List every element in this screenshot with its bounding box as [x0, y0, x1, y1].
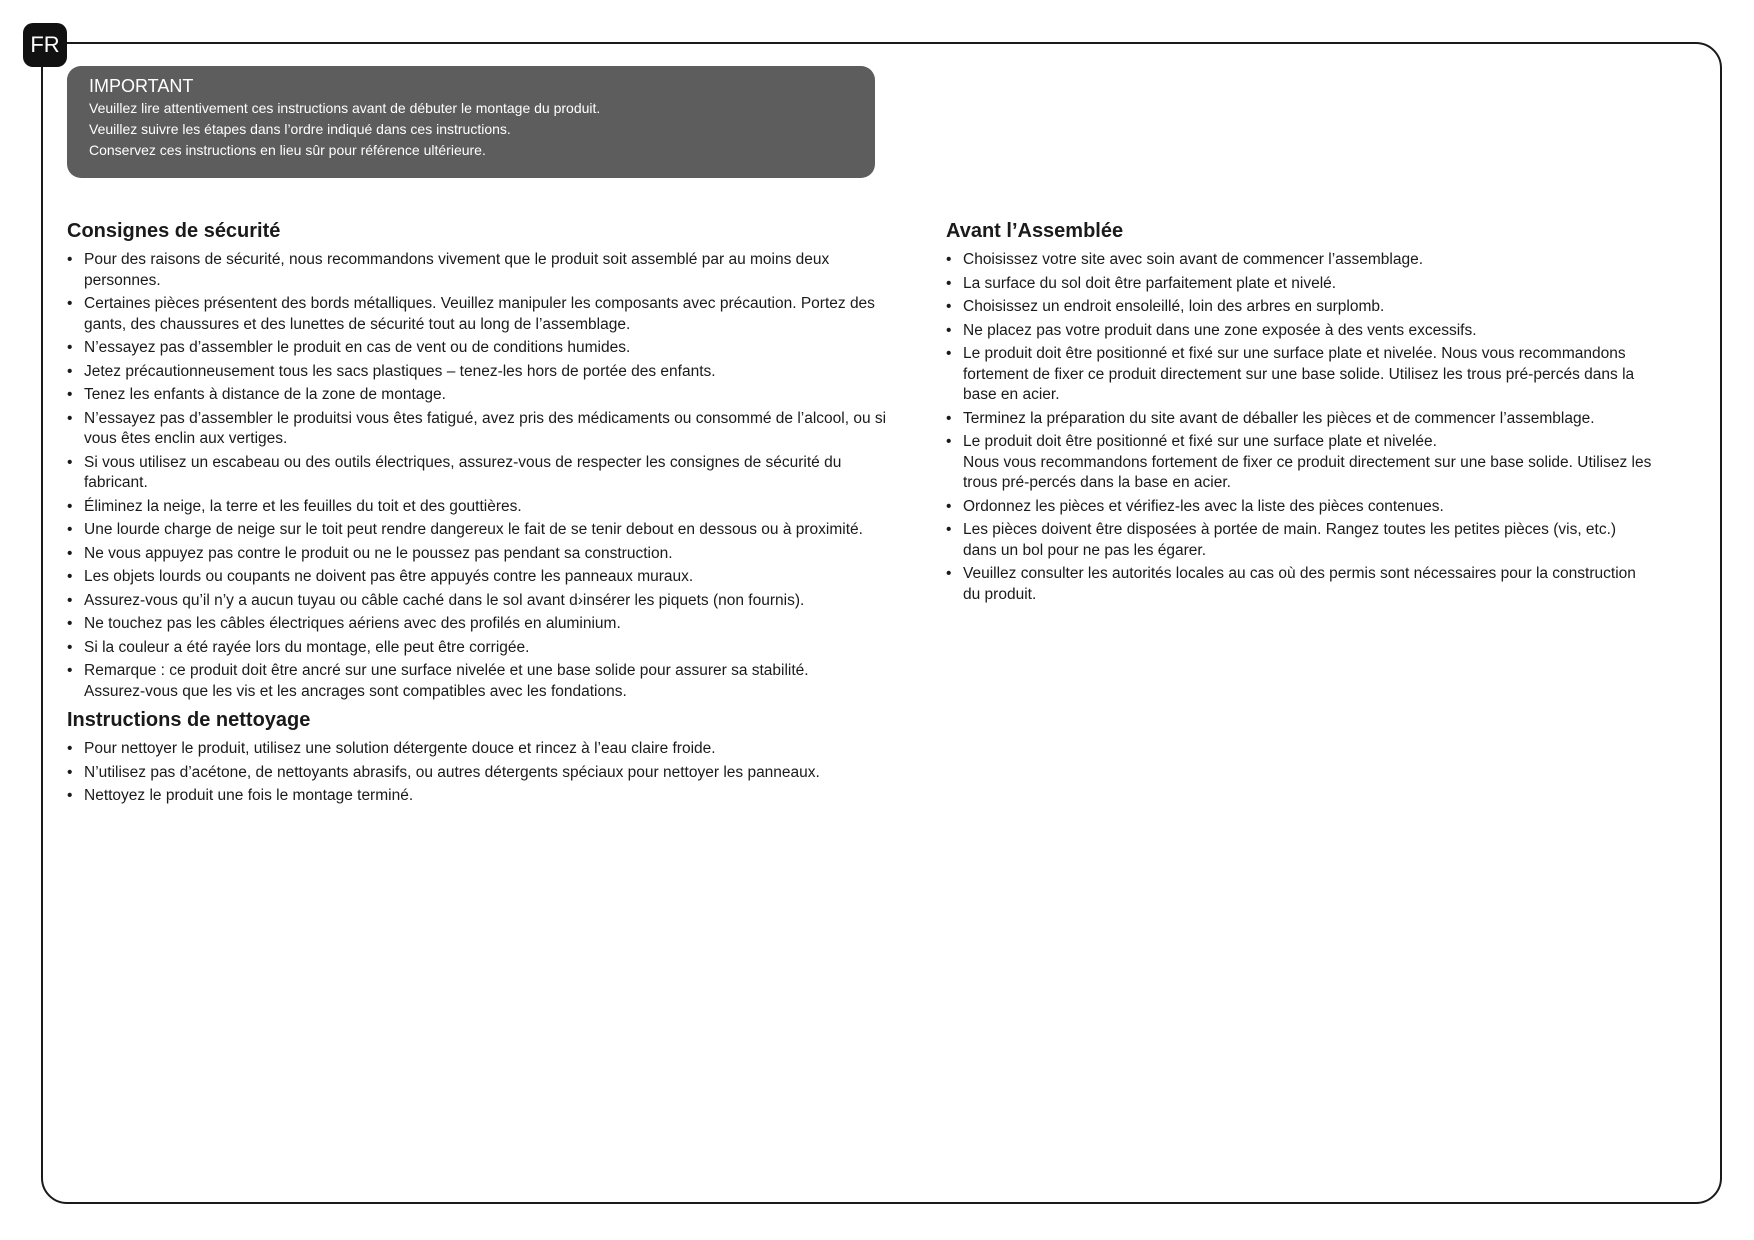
bullet-icon: • — [67, 295, 73, 312]
list-item — [946, 297, 1652, 318]
safety-heading: Consignes de sécurité — [67, 220, 281, 242]
list-item-text: La surface du sol doit être parfaitement plate et nivelé. — [963, 274, 1337, 292]
list-item — [67, 567, 887, 588]
list-item-text: Ordonnez les pièces et vérifiez-les avec la liste des pièces contenues. — [963, 497, 1444, 515]
bullet-icon: • — [67, 591, 73, 609]
list-item — [67, 614, 887, 635]
bullet-icon: • — [946, 409, 952, 427]
list-item-text: Pour nettoyer le produit, utilisez une solution détergente douce et rincez à l’eau claire froide. — [84, 740, 716, 757]
list-item — [67, 338, 887, 359]
list-item — [946, 564, 1652, 605]
bullet-icon: • — [67, 740, 73, 757]
list-item — [67, 409, 887, 450]
list-item — [946, 497, 1652, 518]
bullet-icon: • — [67, 615, 73, 632]
list-item-text: Assurez-vous qu’il n’y a aucun tuyau ou câble caché dans le sol avant d›insérer les piquets (non fournis). — [84, 591, 805, 609]
list-item-text: Si vous utilisez un escabeau ou des outils électriques, assurez-vous de respecter les consignes de sécurité du fabricant. — [84, 453, 842, 491]
list-item — [946, 321, 1652, 342]
bullet-icon: • — [946, 274, 952, 292]
list-item — [67, 786, 887, 807]
before-assembly-heading: Avant l’Assemblée — [946, 220, 1124, 242]
bullet-icon: • — [67, 386, 73, 403]
list-item-text: Le produit doit être positionné et fixé sur une surface plate et nivelée. Nous vous recommandons fortement de fixer ce produit directement sur une base solide. Utilisez les trous pré-percés dans la base en acier. — [963, 345, 1635, 403]
list-item-text: Certaines pièces présentent des bords métalliques. Veuillez manipuler les composants avec précaution. Portez des gants, des chaussures et des lunettes de sécurité tout au long de l’assemblage. — [84, 295, 875, 333]
list-item-text: Nettoyez le produit une fois le montage terminé. — [84, 787, 414, 804]
list-item — [67, 591, 887, 612]
bullet-icon: • — [67, 544, 73, 562]
bullet-icon: • — [67, 763, 73, 781]
bullet-icon: • — [67, 409, 73, 427]
list-item — [946, 432, 1652, 494]
safety-list — [67, 250, 887, 702]
list-item — [67, 294, 887, 335]
list-item-text: Si la couleur a été rayée lors du montage, elle peut être corrigée. — [84, 638, 530, 656]
list-item-text: Ne touchez pas les câbles électriques aériens avec des profilés en aluminium. — [84, 615, 621, 632]
bullet-icon: • — [946, 251, 952, 268]
list-item-text: Les pièces doivent être disposées à portée de main. Rangez toutes les petites pièces (vis, etc.) dans un bol pour ne pas les égarer. — [963, 521, 1617, 559]
list-item-text: Terminez la préparation du site avant de déballer les pièces et de commencer l’assemblage. — [963, 409, 1595, 427]
cleaning-heading: Instructions de nettoyage — [67, 709, 311, 731]
list-item — [946, 250, 1652, 271]
left-column — [67, 218, 887, 810]
important-notice — [67, 66, 875, 178]
bullet-icon: • — [67, 787, 73, 804]
bullet-icon: • — [67, 362, 73, 380]
list-item-text: Le produit doit être positionné et fixé sur une surface plate et nivelée. — [963, 433, 1437, 450]
bullet-icon: • — [946, 433, 952, 450]
bullet-icon: • — [946, 321, 952, 339]
list-item-continuation: Assurez-vous que les vis et les ancrages sont compatibles avec les fondations. — [84, 682, 627, 700]
list-item — [946, 409, 1652, 430]
before-assembly-list — [946, 250, 1652, 605]
bullet-icon: • — [946, 565, 952, 582]
list-item — [67, 739, 887, 760]
bullet-icon: • — [946, 521, 952, 538]
bullet-icon: • — [946, 497, 952, 515]
bullet-icon: • — [946, 345, 952, 362]
bullet-icon: • — [67, 453, 73, 471]
list-item-text: Les objets lourds ou coupants ne doivent pas être appuyés contre les panneaux muraux. — [84, 568, 694, 585]
list-item — [946, 520, 1652, 561]
list-item-text: Tenez les enfants à distance de la zone de montage. — [84, 386, 446, 403]
list-item — [67, 362, 887, 383]
list-item-text: Ne placez pas votre produit dans une zone exposée à des vents excessifs. — [963, 321, 1477, 339]
bullet-icon: • — [67, 339, 73, 356]
list-item-text: Choisissez un endroit ensoleillé, loin des arbres en surplomb. — [963, 298, 1385, 315]
bullet-icon: • — [67, 251, 73, 268]
language-tab: FR — [23, 23, 67, 67]
list-item-text: Veuillez consulter les autorités locales au cas où des permis sont nécessaires pour la construction du produit. — [963, 565, 1636, 603]
important-line: Veuillez suivre les étapes dans l’ordre indiqué dans ces instructions. — [89, 121, 511, 137]
cleaning-list — [67, 739, 887, 807]
list-item-text: N’essayez pas d’assembler le produitsi vous êtes fatigué, avez pris des médicaments ou consommé de l’alcool, ou si vous êtes enclin aux vertiges. — [84, 409, 887, 447]
list-item — [946, 274, 1652, 295]
list-item-text: Éliminez la neige, la terre et les feuilles du toit et des gouttières. — [84, 497, 522, 515]
list-item-text: Pour des raisons de sécurité, nous recommandons vivement que le produit soit assemblé par au moins deux personnes. — [84, 251, 830, 289]
bullet-icon: • — [67, 568, 73, 585]
list-item — [67, 520, 887, 541]
list-item-continuation: Nous vous recommandons fortement de fixer ce produit directement sur une base solide. Utilisez les trous pré-percés dans la base en acier. — [963, 453, 1652, 491]
bullet-icon: • — [67, 662, 73, 679]
list-item-text: Remarque : ce produit doit être ancré sur une surface nivelée et une base solide pour assurer sa stabilité. — [84, 662, 809, 679]
list-item — [67, 453, 887, 494]
list-item — [67, 250, 887, 291]
list-item-text: Jetez précautionneusement tous les sacs plastiques – tenez-les hors de portée des enfants. — [84, 362, 716, 380]
list-item — [67, 638, 887, 659]
bullet-icon: • — [946, 298, 952, 315]
important-title: IMPORTANT — [89, 76, 194, 96]
list-item — [946, 344, 1652, 406]
bullet-icon: • — [67, 497, 73, 515]
list-item — [67, 661, 887, 702]
list-item — [67, 385, 887, 406]
list-item-text: N’essayez pas d’assembler le produit en cas de vent ou de conditions humides. — [84, 339, 631, 356]
important-line: Veuillez lire attentivement ces instructions avant de débuter le montage du produit. — [89, 100, 601, 116]
list-item — [67, 763, 887, 784]
list-item-text: Choisissez votre site avec soin avant de commencer l’assemblage. — [963, 251, 1424, 268]
bullet-icon: • — [67, 521, 73, 538]
list-item-text: Ne vous appuyez pas contre le produit ou ne le poussez pas pendant sa construction. — [84, 544, 673, 562]
list-item — [67, 497, 887, 518]
list-item — [67, 544, 887, 565]
right-column — [946, 218, 1652, 608]
list-item-text: Une lourde charge de neige sur le toit peut rendre dangereux le fait de se tenir debout en dessous ou à proximité. — [84, 521, 863, 538]
list-item-text: N’utilisez pas d’acétone, de nettoyants abrasifs, ou autres détergents spéciaux pour nettoyer les panneaux. — [84, 763, 820, 781]
important-line: Conservez ces instructions en lieu sûr pour référence ultérieure. — [89, 142, 486, 158]
bullet-icon: • — [67, 638, 73, 656]
